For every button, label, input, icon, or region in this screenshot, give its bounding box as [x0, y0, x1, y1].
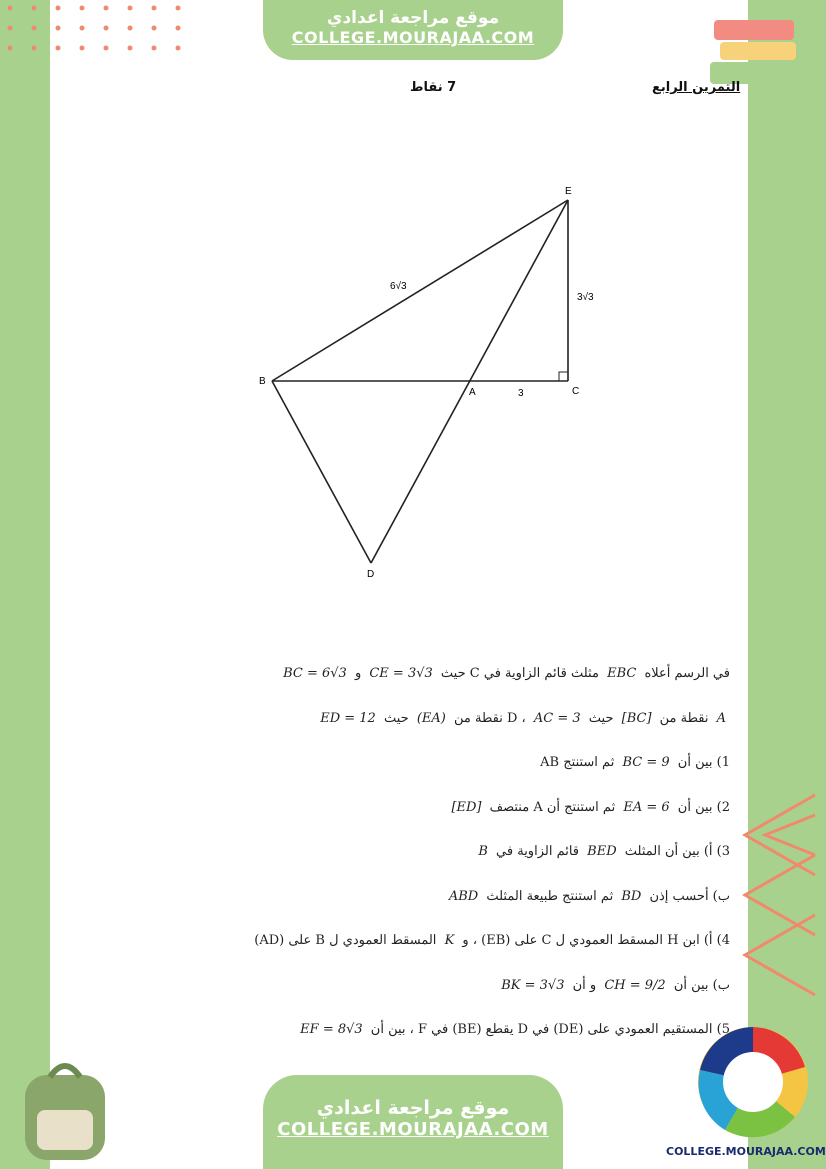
label-E: E: [565, 186, 572, 197]
exercise-line: [280, 705, 730, 750]
exercise-line: [280, 883, 730, 928]
length-BE: 6√3: [390, 281, 407, 292]
math-expression: CH = 9/2: [604, 977, 666, 993]
text-segment: حيث: [379, 710, 413, 726]
exercise-line: [280, 972, 730, 1017]
math-expression: ABD: [448, 888, 479, 904]
math-expression: EF = 8√3: [300, 1022, 363, 1037]
exercise-line: [280, 1016, 730, 1061]
exercise-line: [280, 794, 730, 839]
math-expression: BED: [587, 844, 617, 859]
math-expression: ED = 12: [320, 710, 376, 726]
label-D: D: [367, 569, 375, 580]
exercise-points: 7 نقاط: [410, 80, 457, 95]
math-expression: BD: [621, 888, 642, 904]
text-segment: 2) بين أن: [673, 799, 730, 815]
math-expression: [BC]: [621, 710, 652, 726]
math-expression: K: [444, 933, 455, 948]
text-segment: ب) بين أن: [669, 977, 730, 993]
footer-domain-link[interactable]: COLLEGE.MOURAJAA.COM: [277, 1119, 549, 1140]
text-segment: 3) أ) بين أن المثلث: [620, 844, 730, 859]
backpack-icon: [15, 1055, 115, 1165]
footer-site-name: موقع مراجعة اعدادي: [316, 1097, 510, 1119]
exercise-line: [280, 749, 730, 794]
math-expression: A: [716, 710, 726, 726]
text-segment: ثم استنتج طبيعة المثلث: [482, 888, 618, 904]
text-segment: المسقط العمودي ل B على (AD): [254, 933, 441, 948]
exercise-text: [254, 660, 730, 1061]
text-segment: ثم استنتج AB: [540, 755, 619, 770]
math-expression: BK = 3√3: [501, 977, 565, 993]
math-expression: BC = 9: [622, 755, 670, 770]
text-segment: ، D نقطة من: [449, 710, 530, 726]
math-expression: EA = 6: [623, 799, 670, 815]
length-AC: 3: [518, 388, 524, 399]
text-segment: و أن: [568, 977, 601, 993]
text-segment: نقطة من: [655, 710, 713, 726]
length-CE: 3√3: [577, 292, 594, 303]
math-expression: [ED]: [451, 799, 482, 815]
exercise-line: [280, 660, 730, 705]
exercise-line: [254, 927, 730, 972]
text-segment: في الرسم أعلاه: [640, 666, 730, 681]
right-angle-mark: [559, 372, 568, 381]
math-expression: EBC: [607, 666, 637, 681]
footer-logo-text: COLLEGE.MOURAJAA.COM: [666, 1145, 826, 1158]
site-name: موقع مراجعة اعدادي: [326, 8, 500, 28]
segment-BE: [272, 200, 568, 381]
education-wheel-logo-icon: [695, 1022, 815, 1142]
text-segment: 1) بين أن: [673, 755, 730, 770]
text-segment: و: [350, 666, 366, 681]
math-expression: AC = 3: [533, 710, 581, 726]
label-C: C: [572, 386, 580, 397]
math-expression: (EA): [416, 710, 446, 726]
exercise-line: [280, 838, 730, 883]
text-segment: قائم الزاوية في: [491, 844, 584, 859]
text-segment: 4) أ) ابن H المسقط العمودي ل C على (EB) ، و: [458, 933, 730, 948]
math-expression: B: [478, 844, 488, 859]
exercise-title: التمرين الرابع: [652, 80, 741, 95]
math-expression: BC = 6√3: [283, 666, 347, 681]
text-segment: مثلث قائم الزاوية في C حيث: [436, 666, 604, 681]
text-segment: ب) أحسب إذن: [645, 888, 730, 904]
label-B: B: [259, 376, 266, 387]
text-segment: ثم استنتج أن A منتصف: [485, 799, 620, 815]
site-domain-link[interactable]: COLLEGE.MOURAJAA.COM: [291, 28, 535, 47]
label-A: A: [469, 387, 476, 398]
math-expression: CE = 3√3: [369, 666, 433, 681]
text-segment: 5) المستقيم العمودي على (DE) في D يقطع (BE) في F ، بين أن: [366, 1022, 730, 1037]
chevron-decoration-icon: [735, 790, 825, 1030]
footer-banner: [263, 1075, 563, 1169]
segment-BD: [272, 381, 371, 563]
text-segment: حيث: [584, 710, 618, 726]
